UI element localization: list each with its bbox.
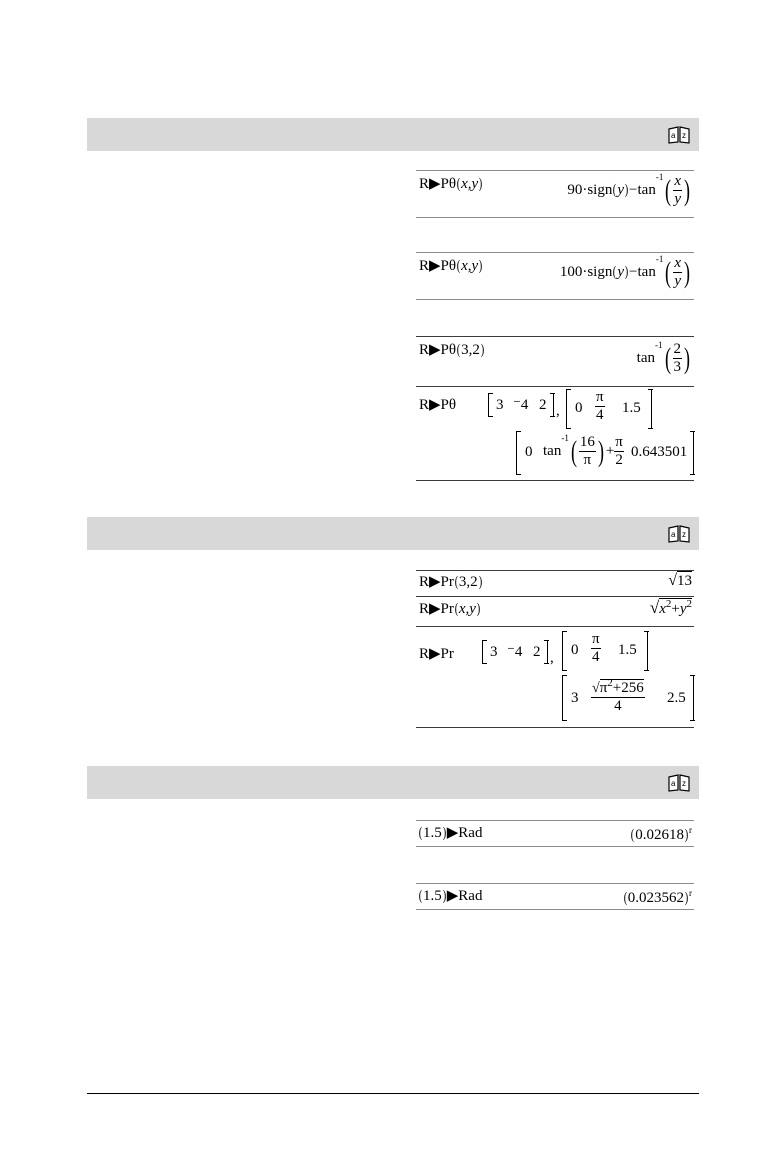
example-panel-6	[416, 883, 694, 910]
example-panel-3: R▶Pθ(3,2) $\tan^{-1}$( $\frac{2}{3}$ ) R▶Pθ 3 ⁻4 2 , 0 $\frac{\pi}{4}$ 1.5 0 $\tan^{-1}$( $\frac{16}{\pi}$ ) + $\frac{\pi}{2}$ 0.643501	[416, 336, 694, 481]
svg-text:a: a	[671, 779, 676, 788]
svg-text:z: z	[682, 131, 686, 140]
entry-expression: R▶Pr	[419, 646, 454, 662]
dictionary-book-icon	[668, 126, 690, 144]
entry-expression: R▶Pθ(x,y)	[419, 258, 483, 274]
entry-expression: (1.5)▶Rad	[418, 825, 483, 841]
section-header-r-pr	[87, 517, 699, 550]
example-panel-5	[416, 820, 694, 847]
matrix-result: 0 $\tan^{-1}$( $\frac{16}{\pi}$ ) + $\frac{\pi}{2}$ 0.643501	[516, 432, 694, 474]
entry-result: √13	[668, 572, 692, 589]
dictionary-book-icon	[668, 525, 690, 543]
entry-result: $100\cdot sign(y)-\tan^{-1}$( $\frac{x}{y}$ )	[559, 254, 690, 289]
entry-expression: R▶Pr(3,2)	[419, 574, 482, 590]
section-header-rad	[87, 766, 699, 799]
matrix-arg-1: 3 ⁻4 2	[482, 641, 548, 663]
svg-text:z: z	[682, 530, 686, 539]
entry-expression: (1.5)▶Rad	[418, 888, 483, 904]
matrix-result: 3 $\frac{√\pi^2+256}{4}$ 2.5	[562, 676, 694, 720]
entry-expression: R▶Pθ	[419, 397, 457, 413]
footer-rule	[87, 1093, 699, 1094]
matrix-arg-2: 0 $\frac{\pi}{4}$ 1.5	[562, 632, 648, 670]
example-panel-2	[416, 252, 694, 300]
entry-result: $(0.02618)^r$	[631, 825, 692, 843]
matrix-arg-2: 0 $\frac{\pi}{4}$ 1.5	[566, 390, 652, 428]
entry-expression: R▶Pθ(3,2)	[419, 342, 485, 358]
entry-result: $90\cdot sign(y)-\tan^{-1}$( $\frac{x}{y}$ )	[567, 172, 690, 207]
dictionary-book-icon	[668, 774, 690, 792]
entry-result: $√x^2+y^2$	[649, 598, 692, 617]
entry-expression: R▶Pr(x,y)	[419, 601, 481, 617]
section-header-r-ptheta	[87, 118, 699, 151]
entry-expression: R▶Pθ(x,y)	[419, 176, 483, 192]
svg-text:a: a	[671, 530, 676, 539]
example-panel-1	[416, 170, 694, 218]
example-panel-4: R▶Pr(3,2) √13 R▶Pr(x,y) $√x^2+y^2$ R▶Pr 3 ⁻4 2 , 0 $\frac{\pi}{4}$ 1.5 3 $\frac{√\pi^2+256}{4}$ 2.5	[416, 570, 694, 728]
entry-result: $(0.023562)^r$	[623, 888, 692, 906]
entry-result: $\tan^{-1}$( $\frac{2}{3}$ )	[636, 340, 690, 375]
matrix-arg-1: 3 ⁻4 2	[488, 394, 554, 416]
svg-text:a: a	[671, 131, 676, 140]
svg-text:z: z	[682, 779, 686, 788]
